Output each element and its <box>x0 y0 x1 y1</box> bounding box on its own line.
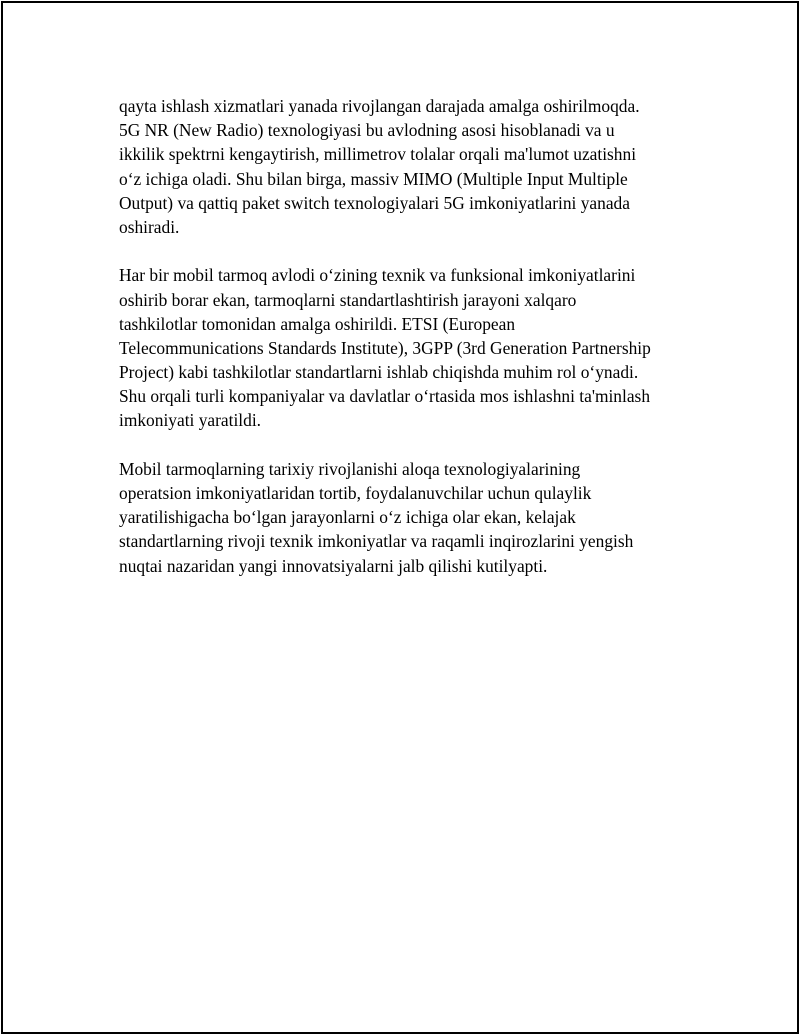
text-line: operatsion imkoniyatlaridan tortib, foydalanuvchilar uchun qulaylik <box>119 483 592 503</box>
text-line: oshiradi. <box>119 216 180 237</box>
document-body <box>119 94 694 578</box>
text-line: qayta ishlash xizmatlari yanada rivojlangan darajada amalga oshirilmoqda. <box>119 96 640 116</box>
text-line: o‘z ichiga oladi. Shu bilan birga, massiv MIMO (Multiple Input Multiple <box>119 168 628 189</box>
text-line: Output) va qattiq paket switch texnologiyalari 5G imkoniyatlarini yanada <box>119 192 630 213</box>
paragraph <box>119 263 694 432</box>
text-line: yaratilishigacha bo‘lgan jarayonlarni o‘z ichiga olar ekan, kelajak <box>119 507 576 528</box>
paragraph <box>119 94 694 239</box>
text-line: tashkilotlar tomonidan amalga oshirildi. ETSI (European <box>119 313 516 334</box>
text-line: ikkilik spektrni kengaytirish, millimetrov tolalar orqali ma'lumot uzatishni <box>119 144 637 165</box>
text-line: 5G NR (New Radio) texnologiyasi bu avlodning asosi hisoblanadi va u <box>119 120 615 141</box>
text-line: Project) kabi tashkilotlar standartlarni ishlab chiqishda muhim rol o‘ynadi. <box>119 362 639 383</box>
text-line: Har bir mobil tarmoq avlodi o‘zining texnik va funksional imkoniyatlarini <box>119 265 636 286</box>
text-line: standartlarning rivoji texnik imkoniyatlar va raqamli inqirozlarini yengish <box>119 531 634 552</box>
paragraph-spacer <box>119 239 694 263</box>
paragraph-spacer <box>119 433 694 457</box>
text-line: Mobil tarmoqlarning tarixiy rivojlanishi aloqa texnologiyalarining <box>119 458 581 479</box>
text-line: imkoniyati yaratildi. <box>119 410 261 431</box>
text-line: oshirib borar ekan, tarmoqlarni standartlashtirish jarayoni xalqaro <box>119 289 577 310</box>
paragraph <box>119 457 694 578</box>
text-line: Shu orqali turli kompaniyalar va davlatlar o‘rtasida mos ishlashni ta'minlash <box>119 386 651 407</box>
text-line: nuqtai nazaridan yangi innovatsiyalarni jalb qilishi kutilyapti. <box>119 555 548 576</box>
document-page <box>1 1 799 1034</box>
text-line: Telecommunications Standards Institute), 3GPP (3rd Generation Partnership <box>119 337 651 358</box>
